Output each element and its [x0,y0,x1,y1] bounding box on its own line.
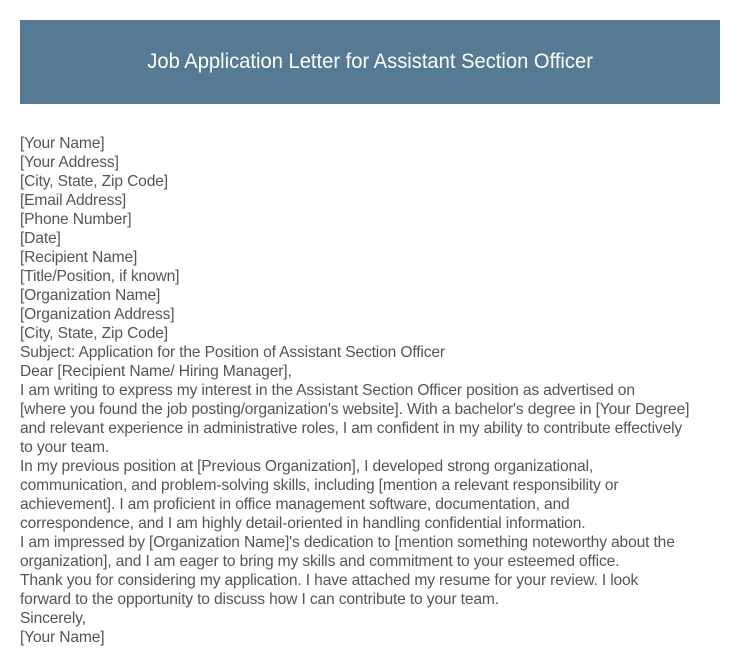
letter-subject: Subject: Application for the Position of Assistant Section Officer [20,344,445,361]
sender-phone: [Phone Number] [20,211,132,228]
sender-address: [Your Address] [20,154,119,171]
paragraph-introduction [20,381,725,457]
sender-name: [Your Name] [20,135,105,152]
letter-closing: Sincerely, [20,610,86,627]
paragraph-line: I am writing to express my interest in the Assistant Section Officer position as advertised on [20,382,635,399]
paragraph-line: achievement]. I am proficient in office management software, documentation, and [20,496,570,513]
recipient-name: [Recipient Name] [20,249,138,266]
letter-signature: [Your Name] [20,629,105,646]
page-title: Job Application Letter for Assistant Section Officer [147,50,593,73]
recipient-organization: [Organization Name] [20,287,161,304]
letter-body [20,134,725,647]
paragraph-line: forward to the opportunity to discuss how I can contribute to your team. [20,591,499,608]
paragraph-line: In my previous position at [Previous Organization], I developed strong organizational, [20,458,594,475]
paragraph-organization-interest [20,533,725,571]
paragraph-line: I am impressed by [Organization Name]'s dedication to [mention something noteworthy about the [20,534,675,551]
letter-date: [Date] [20,230,61,247]
recipient-organization-address: [Organization Address] [20,306,175,323]
recipient-city-state-zip: [City, State, Zip Code] [20,325,168,342]
paragraph-line: and relevant experience in administrative roles, I am confident in my ability to contribute effectively [20,420,683,437]
paragraph-line: correspondence, and I am highly detail-oriented in handling confidential information. [20,515,586,532]
sender-email: [Email Address] [20,192,127,209]
letter-salutation: Dear [Recipient Name/ Hiring Manager], [20,363,292,380]
paragraph-line: communication, and problem-solving skills, including [mention a relevant responsibility or [20,477,619,494]
recipient-title: [Title/Position, if known] [20,268,180,285]
paragraph-line: to your team. [20,439,110,456]
paragraph-closing-thanks [20,571,725,609]
paragraph-line: Thank you for considering my application. I have attached my resume for your review. I look [20,572,639,589]
paragraph-line: [where you found the job posting/organization's website]. With a bachelor's degree in [Your Degree] [20,401,690,418]
page-header [20,20,720,104]
paragraph-experience [20,457,725,533]
sender-city-state-zip: [City, State, Zip Code] [20,173,168,190]
paragraph-line: organization], and I am eager to bring my skills and commitment to your esteemed office. [20,553,620,570]
